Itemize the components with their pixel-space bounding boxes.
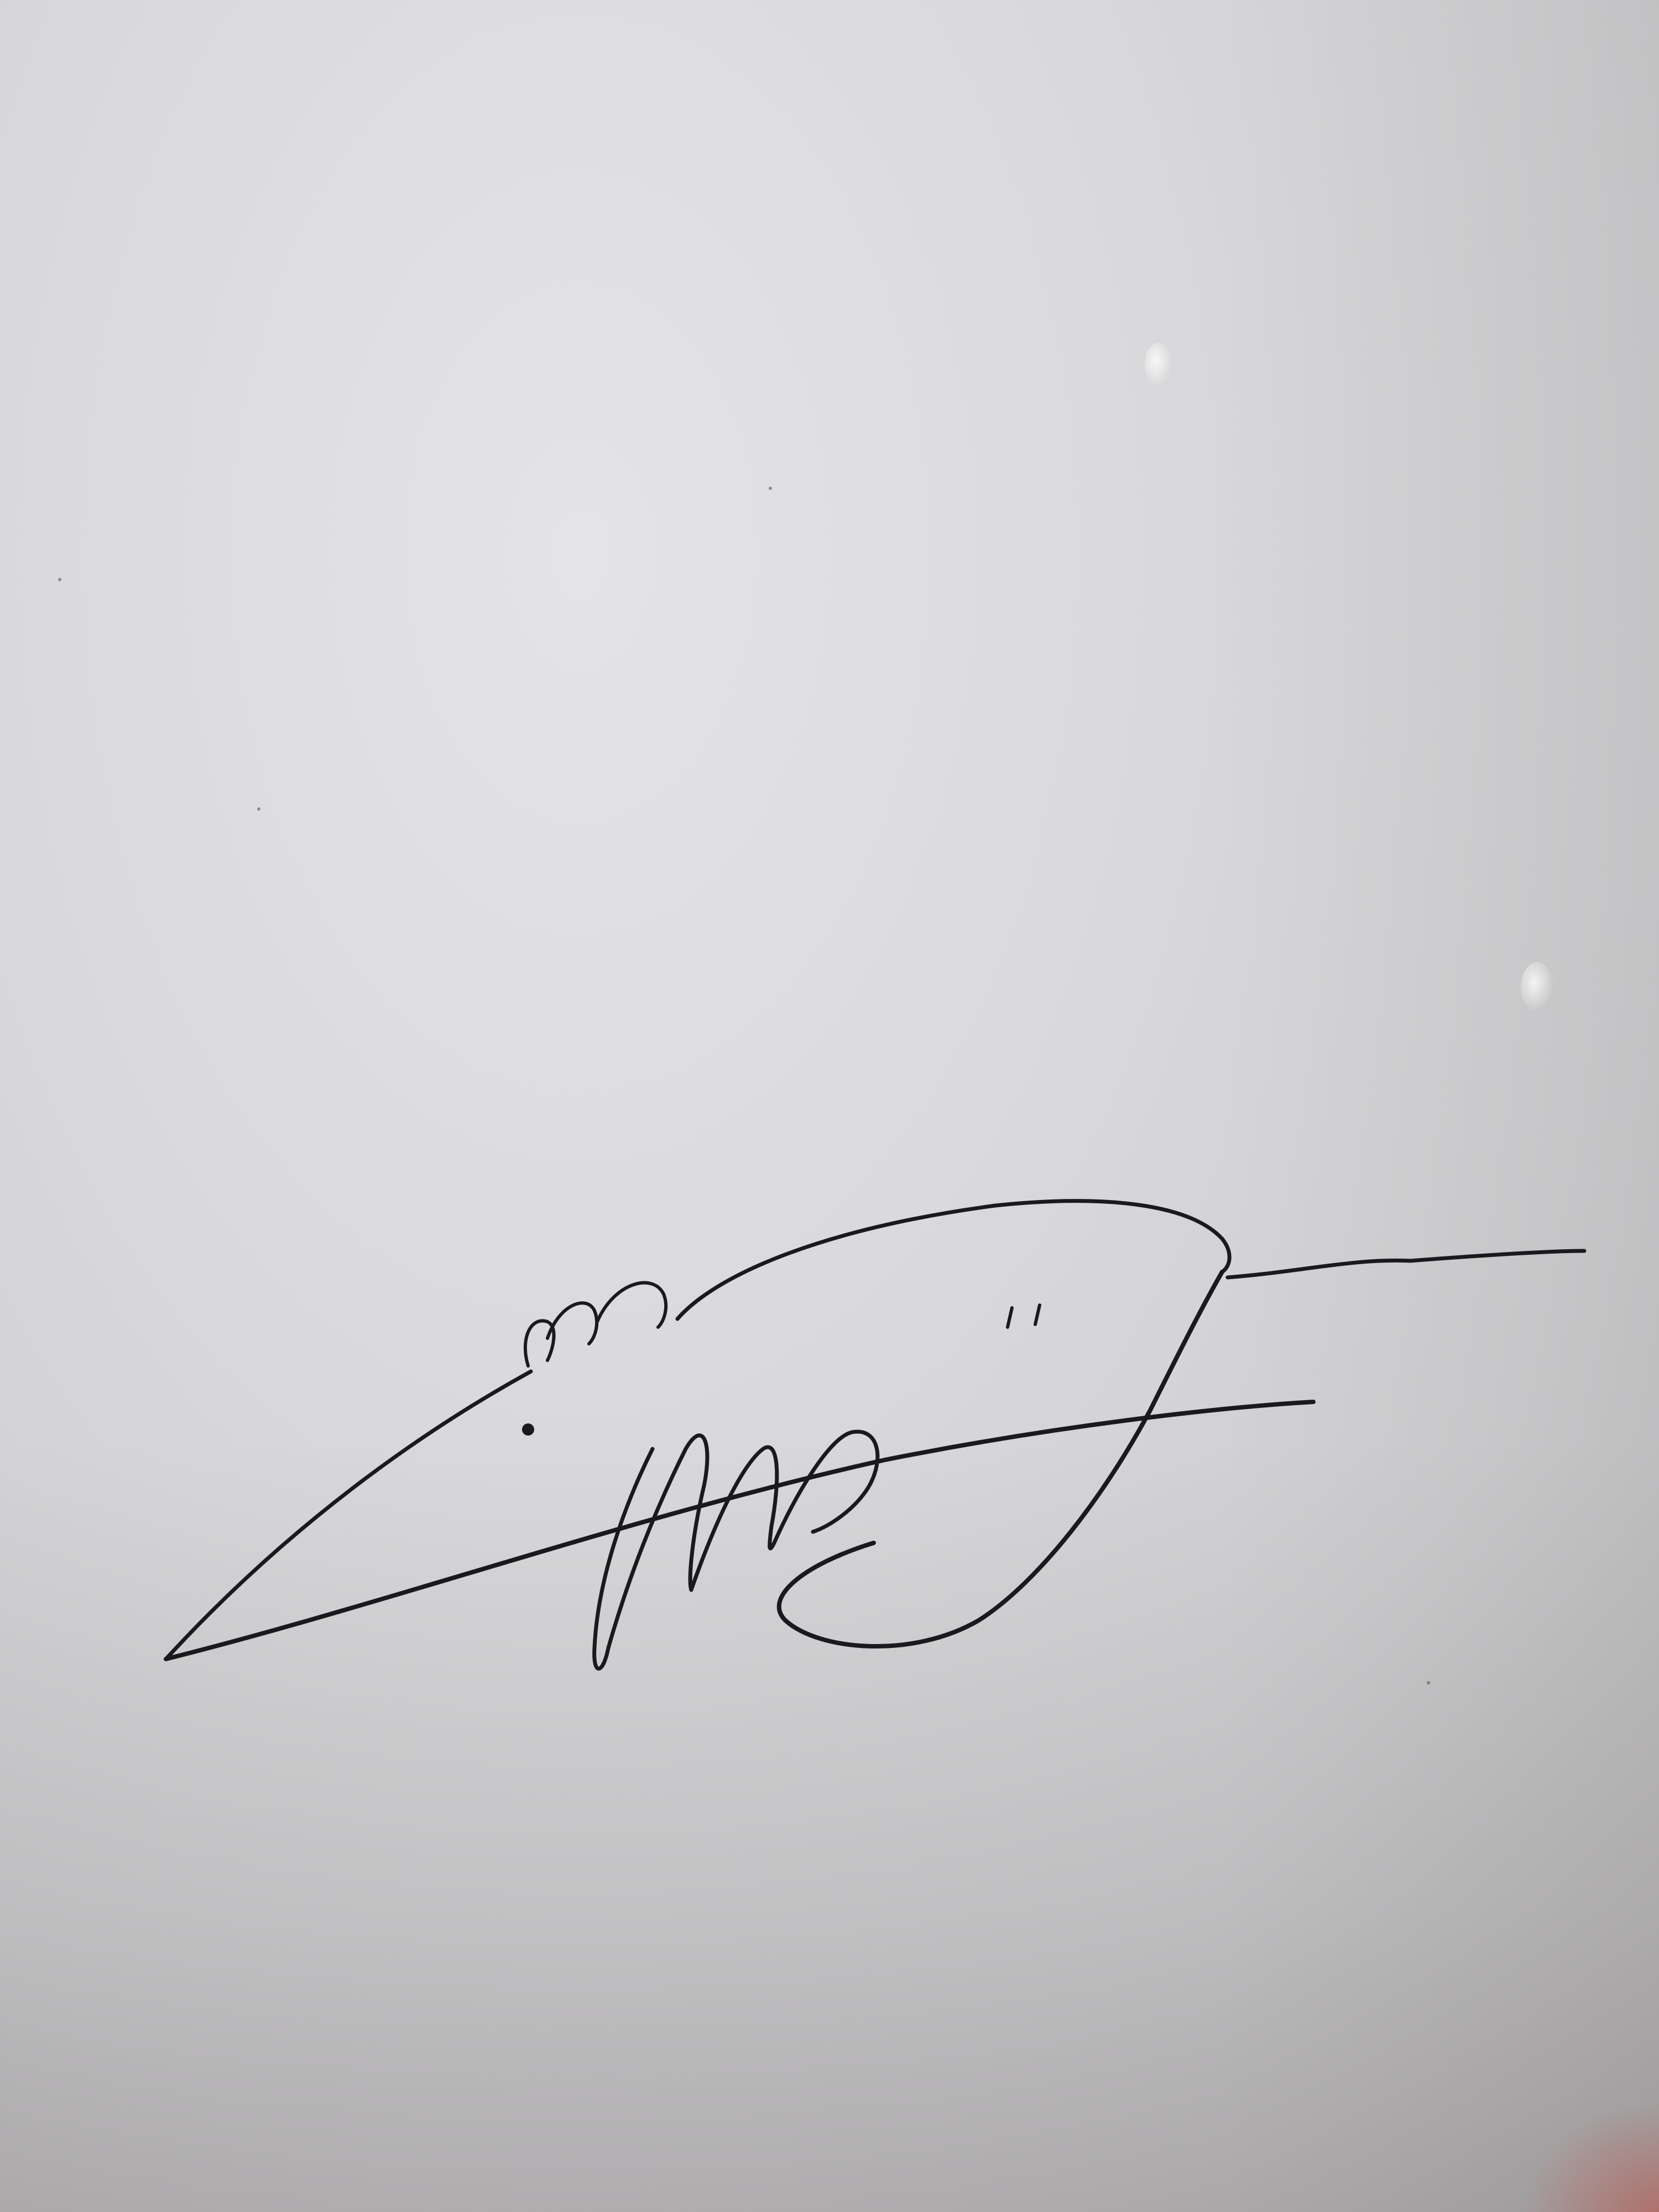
signature-stroke (1035, 1305, 1040, 1324)
signature-stroke (594, 1436, 707, 1669)
signature-stroke (1228, 1251, 1584, 1277)
signature-stroke (1008, 1308, 1012, 1327)
signature-stroke (677, 1201, 1229, 1319)
signature-stroke (166, 1371, 531, 1659)
signature-stroke (779, 1272, 1222, 1646)
signature-stroke (597, 1283, 666, 1327)
signature-stroke (525, 1321, 554, 1366)
signature-dot (522, 1423, 534, 1436)
signature-stroke (691, 1432, 878, 1590)
signature-stroke (166, 1402, 1313, 1659)
